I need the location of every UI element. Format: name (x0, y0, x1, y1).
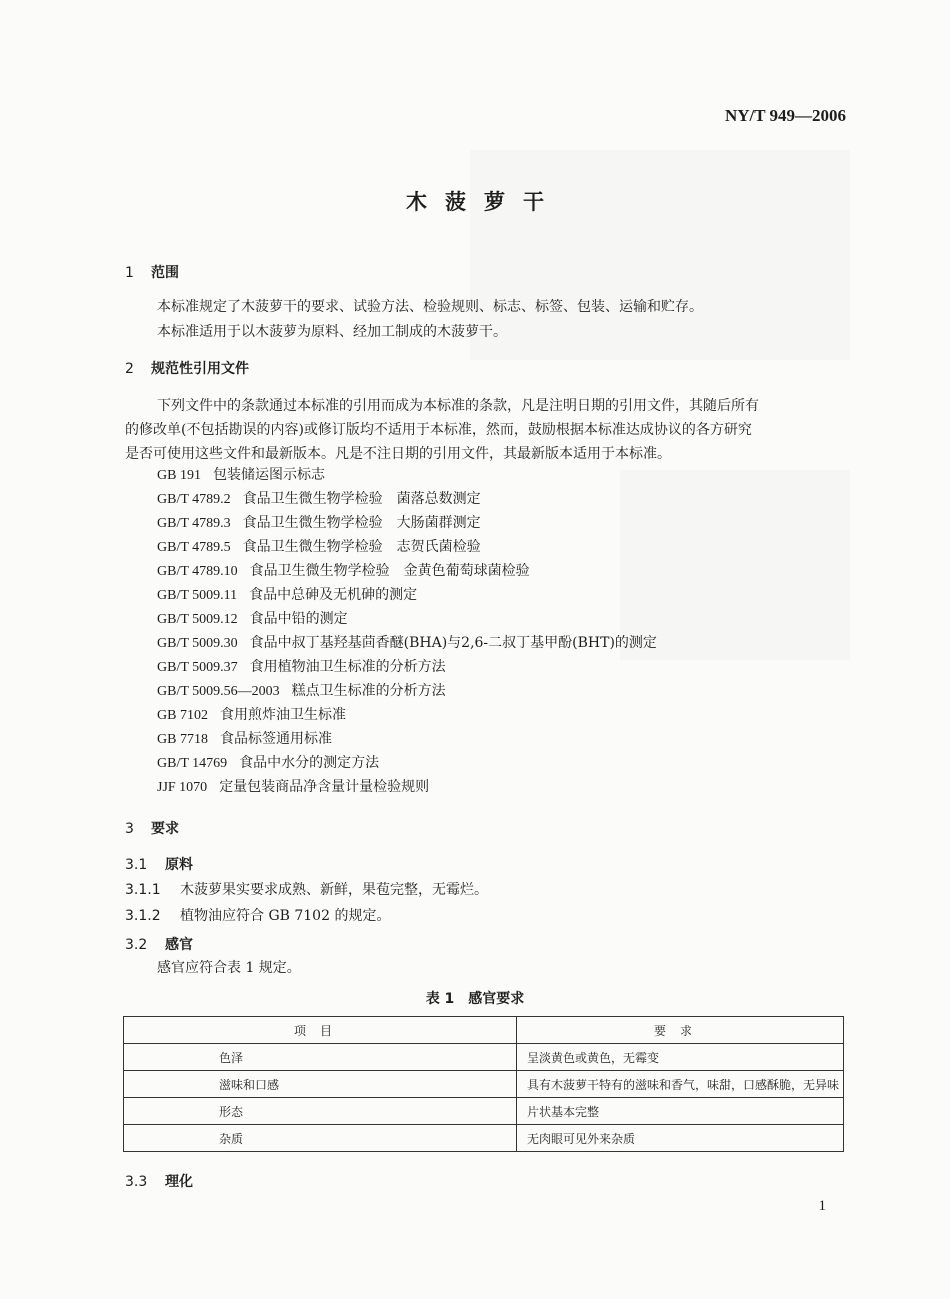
reference-item (157, 728, 332, 751)
clause-number: 3.1.1 (125, 882, 161, 898)
reference-code: GB/T 5009.30 (157, 636, 238, 651)
reference-item (157, 536, 481, 559)
reference-item (157, 680, 446, 703)
table-cell-item: 形态 (124, 1098, 517, 1125)
reference-item (157, 464, 325, 487)
section-heading-references (125, 358, 249, 378)
reference-code: GB/T 5009.11 (157, 588, 238, 603)
table-cell-requirement: 无肉眼可见外来杂质 (517, 1125, 844, 1152)
reference-item (157, 752, 379, 775)
clause-3-1-1 (125, 878, 488, 902)
sensory-paragraph: 感官应符合表 1 规定。 (157, 960, 301, 976)
section-heading-sensory (125, 934, 193, 954)
references-intro-line-3: 是否可使用这些文件和最新版本。凡是不注日期的引用文件，其最新版本适用于本标准。 (125, 446, 671, 462)
reference-code: GB 7102 (157, 708, 208, 723)
section-heading-raw-material (125, 854, 193, 874)
reference-title: 食品中水分的测定方法 (239, 755, 380, 771)
section-number: 3 (125, 821, 134, 837)
table-cell-item: 色泽 (124, 1044, 517, 1071)
scope-paragraph-2: 本标准适用于以木菠萝为原料、经加工制成的木菠萝干。 (157, 324, 507, 340)
reference-title: 食品标签通用标准 (219, 731, 332, 747)
table-row (124, 1044, 844, 1071)
document-title: 木菠萝干 (406, 190, 562, 214)
reference-item (157, 608, 348, 631)
reference-title: 包装储运图示标志 (212, 467, 325, 483)
table-cell-requirement: 片状基本完整 (517, 1098, 844, 1125)
reference-item (157, 560, 530, 583)
table-cell-item: 滋味和口感 (124, 1071, 517, 1098)
table-caption: 表 1 感官要求 (425, 991, 525, 1007)
section-title: 范围 (151, 265, 179, 281)
reference-title: 食品卫生微生物学检验 大肠菌群测定 (242, 515, 481, 531)
table-header-row (124, 1017, 844, 1044)
reference-item (157, 488, 481, 511)
reference-title: 糕点卫生标准的分析方法 (291, 683, 446, 699)
reference-code: GB/T 4789.10 (157, 564, 238, 579)
standard-number: NY/T 949—2006 (724, 106, 846, 125)
reference-code: GB/T 4789.2 (157, 492, 231, 507)
table-cell-requirement: 具有木菠萝干特有的滋味和香气，味甜，口感酥脆，无异味 (517, 1071, 844, 1098)
section-number: 1 (125, 265, 134, 281)
clause-3-1-2 (125, 904, 390, 928)
reference-title: 食品卫生微生物学检验 金黄色葡萄球菌检验 (249, 563, 530, 579)
reference-title: 定量包装商品净含量计量检验规则 (219, 779, 430, 795)
table-row (124, 1071, 844, 1098)
reference-title: 食品中铅的测定 (249, 611, 348, 627)
section-title: 原料 (165, 857, 193, 873)
table-cell-item: 杂质 (124, 1125, 517, 1152)
reference-code: GB/T 14769 (157, 756, 228, 771)
clause-number: 3.1.2 (125, 908, 161, 924)
section-heading-scope (125, 262, 179, 282)
table-header-requirement: 要求 (517, 1017, 844, 1044)
reference-item (157, 512, 481, 535)
section-number: 3.2 (125, 937, 148, 953)
reference-title: 食品卫生微生物学检验 志贺氏菌检验 (242, 539, 481, 555)
table-header-item: 项目 (124, 1017, 517, 1044)
section-number: 3.3 (125, 1174, 148, 1190)
sensory-requirements-table (123, 1016, 844, 1152)
clause-text: 植物油应符合 GB 7102 的规定。 (180, 908, 391, 924)
reference-item (157, 776, 429, 799)
section-heading-requirements (125, 818, 179, 838)
reference-item (157, 704, 346, 727)
reference-code: GB/T 5009.12 (157, 612, 238, 627)
reference-code: GB/T 4789.5 (157, 540, 231, 555)
page-number: 1 (818, 1198, 826, 1214)
reference-code: JJF 1070 (157, 780, 208, 795)
table-cell-requirement: 呈淡黄色或黄色，无霉变 (517, 1044, 844, 1071)
section-number: 2 (125, 361, 134, 377)
references-intro-line-1: 下列文件中的条款通过本标准的引用而成为本标准的条款，凡是注明日期的引用文件，其随后所有 (157, 398, 759, 414)
clause-text: 木菠萝果实要求成熟、新鲜，果苞完整，无霉烂。 (180, 882, 488, 898)
section-title: 感官 (165, 937, 193, 953)
references-intro-line-2: 的修改单(不包括勘误的内容)或修订版均不适用于本标准，然而，鼓励根据本标准达成协议的各方研究 (125, 422, 752, 438)
scope-paragraph-1: 本标准规定了木菠萝干的要求、试验方法、检验规则、标志、标签、包装、运输和贮存。 (157, 299, 703, 315)
section-title: 规范性引用文件 (151, 361, 249, 377)
table-row (124, 1125, 844, 1152)
reference-item (157, 584, 417, 607)
reference-title: 食品中总砷及无机砷的测定 (249, 587, 418, 603)
reference-title: 食品中叔丁基羟基茴香醚(BHA)与2,6-二叔丁基甲酚(BHT)的测定 (249, 635, 657, 651)
table-row (124, 1098, 844, 1125)
section-title: 理化 (165, 1174, 193, 1190)
reference-item (157, 656, 446, 679)
reference-item (157, 632, 657, 655)
section-title: 要求 (151, 821, 179, 837)
reference-title: 食用植物油卫生标准的分析方法 (249, 659, 446, 675)
bleed-through-shadow (470, 150, 850, 360)
reference-code: GB 191 (157, 468, 201, 483)
reference-code: GB/T 5009.56—2003 (157, 684, 280, 699)
reference-code: GB/T 4789.3 (157, 516, 231, 531)
reference-code: GB 7718 (157, 732, 208, 747)
reference-title: 食品卫生微生物学检验 菌落总数测定 (242, 491, 481, 507)
section-heading-physicochemical (125, 1171, 193, 1191)
reference-code: GB/T 5009.37 (157, 660, 238, 675)
section-number: 3.1 (125, 857, 148, 873)
reference-title: 食用煎炸油卫生标准 (219, 707, 346, 723)
